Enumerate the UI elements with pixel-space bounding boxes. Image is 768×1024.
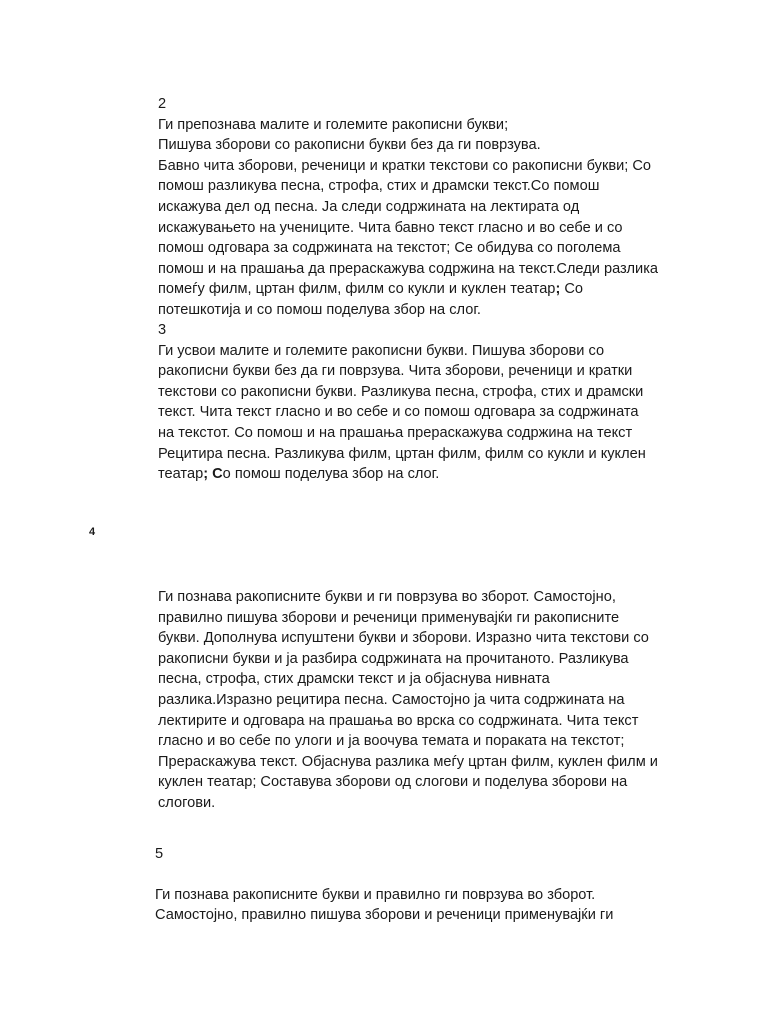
- grade-3-line: ракописни букви без да ги поврзува. Чита зборови, реченици и кратки: [158, 363, 633, 380]
- grade-4-line: куклен театар; Составува зборови од слогови и поделува зборови на: [158, 774, 628, 791]
- grade-5-section: [155, 844, 675, 926]
- grade-2-line: Пишува зборови со ракописни букви без да ги поврзува.: [158, 137, 541, 154]
- grade-4-line: букви. Дополнува испуштени букви и зборови. Изразно чита текстови со: [158, 630, 649, 647]
- grade-4-section: [158, 587, 678, 814]
- grade-2-line: [158, 279, 678, 300]
- spacer: [155, 865, 675, 885]
- grade-2-line: помош и на прашања да прераскажува содржина на текст.Следи разлика: [158, 260, 659, 277]
- grade-2-line: Ги препознава малите и големите ракописни букви;: [158, 116, 509, 133]
- grade-3-line: [158, 464, 678, 485]
- grade-5-line: Самостојно, правилно пишува зборови и реченици применувајќи ги: [155, 907, 614, 924]
- grade-3-line-text: театар: [158, 466, 204, 483]
- grade-2-line-text: помеѓу филм, цртан филм, филм со кукли и куклен театар: [158, 281, 556, 298]
- grade-3-line-tail: о помош поделува збор на слог.: [222, 466, 440, 483]
- grade-2-line: помош разликува песна, строфа, стих и драмски текст.Со помош: [158, 178, 600, 195]
- grade-2-line: потешкотија и со помош поделува збор на слог.: [158, 301, 481, 318]
- grade-2-number: 2: [158, 96, 167, 112]
- grade-3-section: [158, 320, 678, 485]
- grade-3-line: текст. Чита текст гласно и во себе и со помош одговара за содржината: [158, 404, 639, 421]
- grade-2-line: искажувањето на учениците. Чита бавно текст гласно и во себе и со: [158, 219, 623, 236]
- grade-3-line: Ги усвои малите и големите ракописни букви. Пишува зборови со: [158, 342, 605, 359]
- grade-3-line: на текстот. Со помош и на прашања прераскажува содржина на текст: [158, 424, 633, 441]
- grade-2-line-tail: Со: [560, 281, 584, 298]
- grade-4-line: песна, строфа, стих драмски текст и ја објаснува нивната: [158, 671, 550, 688]
- grade-5-number: 5: [155, 846, 164, 862]
- grade-2-line: помош одговара за содржината на текстот; Се обидува со поголема: [158, 240, 621, 257]
- grade-3-bold-fragment: ; С: [203, 466, 223, 483]
- grade-4-line: гласно и во себе по улоги и ја воочува темата и пораката на текстот;: [158, 733, 625, 750]
- grade-4-line: разлика.Изразно рецитира песна. Самостојно ја чита содржината на: [158, 691, 625, 708]
- grade-3-line: Рецитира песна. Разликува филм, цртан филм, филм со кукли и куклен: [158, 445, 646, 462]
- grade-4-number: 4: [89, 526, 96, 538]
- grade-4-line: Ги познава ракописните букви и ги поврзува во зборот. Самостојно,: [158, 589, 616, 605]
- grade-4-line: слогови.: [158, 794, 216, 811]
- grade-2-line: искажува дел од песна. Ја следи содржината на лектирата од: [158, 198, 580, 215]
- grade-4-line: правилно пишува зборови и реченици применувајќи ги ракописните: [158, 609, 620, 626]
- grade-2-line: Бавно чита зборови, реченици и кратки текстови со ракописни букви; Со: [158, 157, 652, 174]
- grade-4-line: лектирите и одговара на прашања во врска со содржината. Чита текст: [158, 712, 639, 729]
- grade-3-number: 3: [158, 322, 167, 338]
- grade-3-line: текстови со ракописни букви. Разликува песна, строфа, стих и драмски: [158, 383, 644, 400]
- grade-4-line: ракописни букви и ја разбира содржината на прочитаното. Разликува: [158, 650, 629, 667]
- grade-2-bold-semicolon: ;: [555, 281, 561, 298]
- grade-4-line: Прераскажува текст. Објаснува разлика меѓу цртан филм, куклен филм и: [158, 753, 658, 770]
- grade-2-section: [158, 94, 678, 321]
- grade-5-line: Ги познава ракописните букви и правилно ги поврзува во зборот.: [155, 886, 596, 903]
